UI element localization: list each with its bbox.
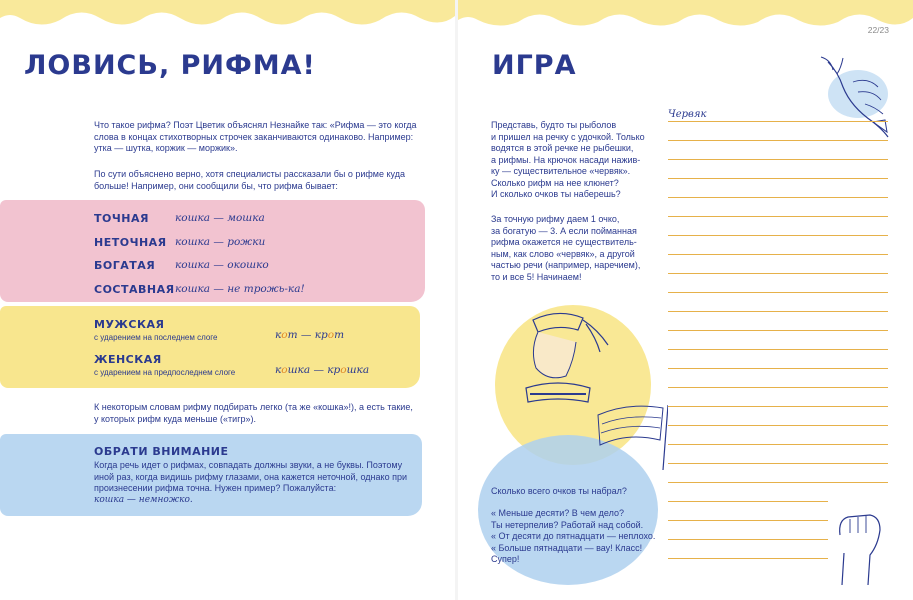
writing-line	[668, 425, 888, 426]
writing-line	[668, 311, 888, 312]
top-wave-decoration-right	[458, 0, 913, 30]
writing-line	[668, 539, 828, 540]
writing-line	[668, 520, 828, 521]
left-page	[0, 0, 455, 600]
writing-line	[668, 387, 888, 388]
lobster-illustration	[813, 52, 898, 140]
attention-paragraph: Когда речь идет о рифмах, совпадать должны звуки, а не буквы. Поэтому иной раз, когда видишь рифму глазами, она кажется неточной, однако при произнесении рифма точна. Нужен пример? Пожалуйста: кошка — немножко.	[94, 460, 407, 505]
writing-line	[668, 159, 888, 160]
term-masculine: МУЖСКАЯ	[94, 318, 165, 331]
worm-label: Червяк	[668, 109, 707, 120]
writing-line	[668, 254, 888, 255]
page-title: ЛОВИСЬ, РИФМА!	[24, 50, 316, 81]
example-compound: кошка — не трожь-ка!	[175, 283, 305, 295]
writing-line	[668, 558, 828, 559]
masculine-desc: с ударением на последнем слоге	[94, 333, 218, 342]
writing-line	[668, 482, 888, 483]
page-number: 22/23	[867, 25, 889, 35]
top-wave-decoration	[0, 0, 455, 30]
term-inexact: НЕТОЧНАЯ	[94, 236, 167, 249]
term-compound: СОСТАВНАЯ	[94, 283, 175, 296]
right-page	[458, 0, 913, 600]
game-paragraph: Представь, будто ты рыболов и пришел на речку с удочкой. Только водятся в этой речке не рыбешки, а рифмы. На крючок насади нажив- ку — существительное «червяк». Сколько рифм на нее клюнет? И сколько очков ты наберешь?	[491, 120, 645, 199]
term-exact: ТОЧНАЯ	[94, 212, 149, 225]
writing-line	[668, 216, 888, 217]
question-text: Сколько всего очков ты набрал?	[491, 486, 627, 496]
game-title: ИГРА	[492, 50, 577, 81]
intro2-paragraph: По сути объяснено верно, хотя специалисты рассказали бы о рифме куда больше! Например, они сообщили бы, что рифма бывает:	[94, 169, 405, 191]
example-inexact: кошка — рожки	[175, 236, 266, 248]
hand-illustration	[828, 505, 888, 590]
writing-line	[668, 330, 888, 331]
writing-line	[668, 140, 888, 141]
writing-line	[668, 273, 888, 274]
feminine-desc: с ударением на предпоследнем слоге	[94, 368, 236, 377]
example-exact: кошка — мошка	[175, 212, 265, 224]
writing-line	[668, 235, 888, 236]
attention-title: ОБРАТИ ВНИМАНИЕ	[94, 445, 229, 458]
writing-line	[668, 121, 888, 122]
example-feminine: кошка — крошка	[275, 364, 370, 376]
writing-line	[668, 406, 888, 407]
example-rich: кошка — окошко	[175, 259, 269, 271]
writing-line	[668, 349, 888, 350]
term-rich: БОГАТАЯ	[94, 259, 156, 272]
writing-line	[668, 444, 888, 445]
writing-line	[668, 178, 888, 179]
writing-line	[668, 292, 888, 293]
results-list: « Меньше десяти? В чем дело? Ты нетерпелив? Работай над собой. « От десяти до пятнадцати — неплохо. « Больше пятнадцати — вау! Класс! Супер!	[491, 508, 656, 564]
writing-line	[668, 197, 888, 198]
score-paragraph: За точную рифму даем 1 очко, за богатую — 3. А если пойманная рифма окажется не существитель- ным, как слово «червяк», а другой частью речи (например, наречием), то и все 5! Начинаем!	[491, 214, 641, 282]
easy-paragraph: К некоторым словам рифму подбирать легко (та же «кошка»!), а есть такие, у которых рифм куда меньше («тигр»).	[94, 402, 413, 424]
example-masculine: кот — крот	[275, 329, 345, 341]
writing-line	[668, 501, 828, 502]
writing-line	[668, 463, 888, 464]
writing-line	[668, 368, 888, 369]
intro-paragraph: Что такое рифма? Поэт Цветик объяснял Незнайке так: «Рифма — это когда слова в концах стихотворных строчек заканчиваются одинаково. Например: утка — шутка, коржик — моржик».	[94, 120, 417, 153]
term-feminine: ЖЕНСКАЯ	[94, 353, 162, 366]
